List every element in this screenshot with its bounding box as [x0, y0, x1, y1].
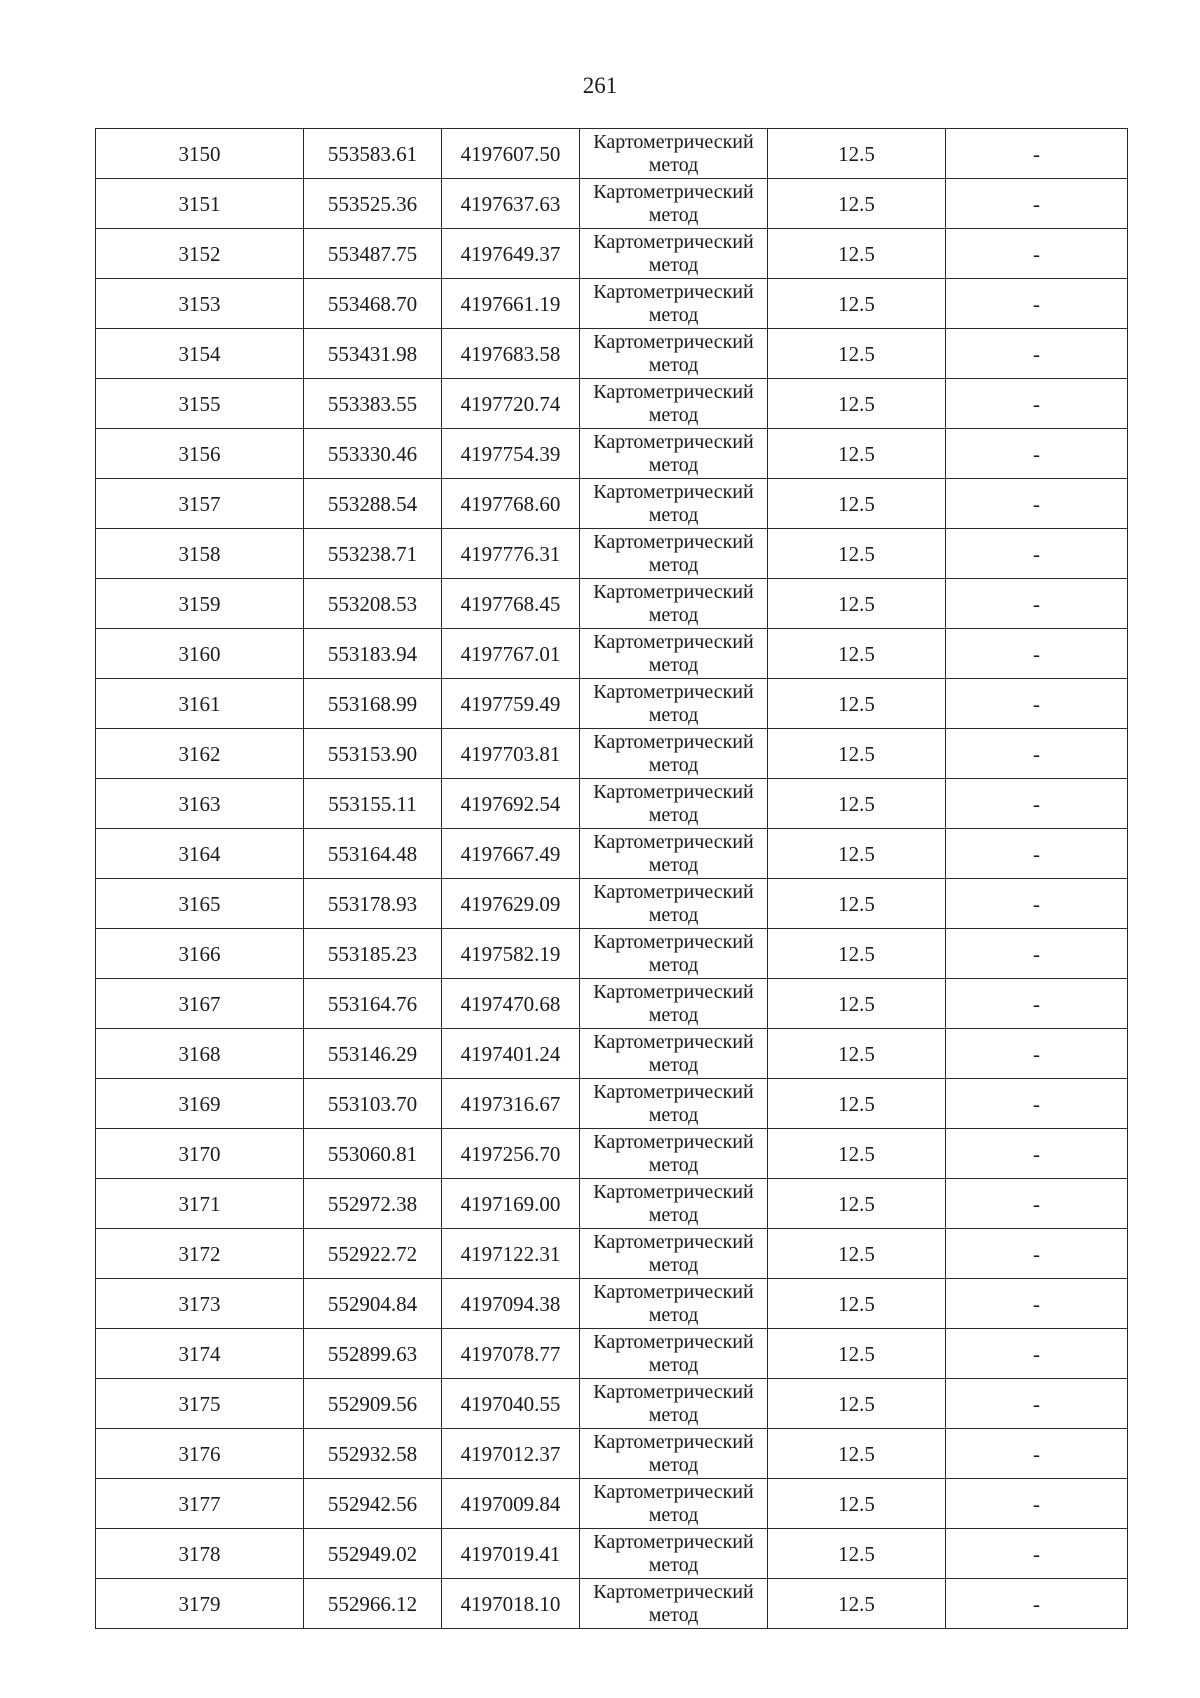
- point-number-cell: 3153: [96, 279, 304, 329]
- method-line-2: метод: [648, 603, 699, 626]
- method-line-2: метод: [648, 553, 699, 576]
- x-coordinate-cell: 552949.02: [304, 1529, 442, 1579]
- note-cell: -: [946, 179, 1128, 229]
- y-coordinate-cell: 4197470.68: [442, 979, 580, 1029]
- method-cell: [580, 1129, 768, 1179]
- accuracy-cell: 12.5: [768, 1279, 946, 1329]
- method-cell: [580, 929, 768, 979]
- point-number-cell: 3179: [96, 1579, 304, 1629]
- accuracy-cell: 12.5: [768, 1379, 946, 1429]
- y-coordinate-cell: 4197012.37: [442, 1429, 580, 1479]
- method-cell: [580, 479, 768, 529]
- method-cell: [580, 279, 768, 329]
- x-coordinate-cell: 553525.36: [304, 179, 442, 229]
- method-cell: [580, 1179, 768, 1229]
- method-line-1: Картометрический: [593, 280, 754, 303]
- method-cell: [580, 729, 768, 779]
- method-line-2: метод: [648, 153, 699, 176]
- note-cell: -: [946, 929, 1128, 979]
- accuracy-cell: 12.5: [768, 679, 946, 729]
- point-number-cell: 3157: [96, 479, 304, 529]
- method-cell: [580, 129, 768, 179]
- method-line-2: метод: [648, 1503, 699, 1526]
- method-cell: [580, 1429, 768, 1479]
- note-cell: -: [946, 679, 1128, 729]
- y-coordinate-cell: 4197720.74: [442, 379, 580, 429]
- x-coordinate-cell: 553168.99: [304, 679, 442, 729]
- method-line-1: Картометрический: [593, 1430, 754, 1453]
- method-line-2: метод: [648, 1053, 699, 1076]
- table-row: [96, 1229, 1128, 1279]
- point-number-cell: 3161: [96, 679, 304, 729]
- note-cell: -: [946, 779, 1128, 829]
- y-coordinate-cell: 4197768.45: [442, 579, 580, 629]
- accuracy-cell: 12.5: [768, 529, 946, 579]
- y-coordinate-cell: 4197078.77: [442, 1329, 580, 1379]
- note-cell: -: [946, 1279, 1128, 1329]
- point-number-cell: 3177: [96, 1479, 304, 1529]
- y-coordinate-cell: 4197649.37: [442, 229, 580, 279]
- note-cell: -: [946, 1579, 1128, 1629]
- y-coordinate-cell: 4197683.58: [442, 329, 580, 379]
- x-coordinate-cell: 553155.11: [304, 779, 442, 829]
- point-number-cell: 3164: [96, 829, 304, 879]
- accuracy-cell: 12.5: [768, 879, 946, 929]
- method-line-2: метод: [648, 853, 699, 876]
- method-line-2: метод: [648, 1203, 699, 1226]
- accuracy-cell: 12.5: [768, 929, 946, 979]
- method-line-2: метод: [648, 1303, 699, 1326]
- point-number-cell: 3154: [96, 329, 304, 379]
- x-coordinate-cell: 552904.84: [304, 1279, 442, 1329]
- method-line-2: метод: [648, 1353, 699, 1376]
- note-cell: -: [946, 829, 1128, 879]
- method-line-1: Картометрический: [593, 730, 754, 753]
- method-line-1: Картометрический: [593, 1530, 754, 1553]
- method-line-1: Картометрический: [593, 1230, 754, 1253]
- method-cell: [580, 1079, 768, 1129]
- method-line-1: Картометрический: [593, 830, 754, 853]
- table-row: [96, 679, 1128, 729]
- method-line-1: Картометрический: [593, 680, 754, 703]
- method-line-1: Картометрический: [593, 780, 754, 803]
- accuracy-cell: 12.5: [768, 1479, 946, 1529]
- method-line-1: Картометрический: [593, 480, 754, 503]
- method-line-1: Картометрический: [593, 880, 754, 903]
- method-cell: [580, 1029, 768, 1079]
- accuracy-cell: 12.5: [768, 479, 946, 529]
- accuracy-cell: 12.5: [768, 1079, 946, 1129]
- method-line-2: метод: [648, 1003, 699, 1026]
- accuracy-cell: 12.5: [768, 429, 946, 479]
- coordinates-table-body: [96, 129, 1128, 1629]
- method-cell: [580, 1279, 768, 1329]
- table-row: [96, 1079, 1128, 1129]
- y-coordinate-cell: 4197661.19: [442, 279, 580, 329]
- note-cell: -: [946, 1079, 1128, 1129]
- method-line-2: метод: [648, 903, 699, 926]
- accuracy-cell: 12.5: [768, 179, 946, 229]
- point-number-cell: 3169: [96, 1079, 304, 1129]
- x-coordinate-cell: 553183.94: [304, 629, 442, 679]
- y-coordinate-cell: 4197692.54: [442, 779, 580, 829]
- table-row: [96, 1329, 1128, 1379]
- y-coordinate-cell: 4197776.31: [442, 529, 580, 579]
- table-row: [96, 1179, 1128, 1229]
- x-coordinate-cell: 553185.23: [304, 929, 442, 979]
- point-number-cell: 3158: [96, 529, 304, 579]
- method-cell: [580, 679, 768, 729]
- note-cell: -: [946, 529, 1128, 579]
- page-number: 261: [582, 73, 618, 98]
- method-cell: [580, 879, 768, 929]
- x-coordinate-cell: 552922.72: [304, 1229, 442, 1279]
- table-row: [96, 579, 1128, 629]
- table-row: [96, 429, 1128, 479]
- table-row: [96, 1029, 1128, 1079]
- x-coordinate-cell: 552942.56: [304, 1479, 442, 1529]
- method-cell: [580, 1529, 768, 1579]
- note-cell: -: [946, 379, 1128, 429]
- y-coordinate-cell: 4197703.81: [442, 729, 580, 779]
- accuracy-cell: 12.5: [768, 729, 946, 779]
- method-line-2: метод: [648, 1453, 699, 1476]
- note-cell: -: [946, 129, 1128, 179]
- note-cell: -: [946, 729, 1128, 779]
- accuracy-cell: 12.5: [768, 329, 946, 379]
- y-coordinate-cell: 4197667.49: [442, 829, 580, 879]
- point-number-cell: 3159: [96, 579, 304, 629]
- method-line-2: метод: [648, 1153, 699, 1176]
- y-coordinate-cell: 4197018.10: [442, 1579, 580, 1629]
- table-row: [96, 129, 1128, 179]
- table-row: [96, 979, 1128, 1029]
- method-line-2: метод: [648, 203, 699, 226]
- table-row: [96, 529, 1128, 579]
- point-number-cell: 3174: [96, 1329, 304, 1379]
- method-line-2: метод: [648, 303, 699, 326]
- accuracy-cell: 12.5: [768, 129, 946, 179]
- point-number-cell: 3150: [96, 129, 304, 179]
- y-coordinate-cell: 4197767.01: [442, 629, 580, 679]
- method-cell: [580, 1379, 768, 1429]
- x-coordinate-cell: 553288.54: [304, 479, 442, 529]
- y-coordinate-cell: 4197582.19: [442, 929, 580, 979]
- method-line-2: метод: [648, 753, 699, 776]
- point-number-cell: 3162: [96, 729, 304, 779]
- accuracy-cell: 12.5: [768, 279, 946, 329]
- accuracy-cell: 12.5: [768, 629, 946, 679]
- x-coordinate-cell: 552899.63: [304, 1329, 442, 1379]
- x-coordinate-cell: 553178.93: [304, 879, 442, 929]
- table-row: [96, 729, 1128, 779]
- x-coordinate-cell: 553487.75: [304, 229, 442, 279]
- table-row: [96, 379, 1128, 429]
- y-coordinate-cell: 4197637.63: [442, 179, 580, 229]
- method-line-1: Картометрический: [593, 1080, 754, 1103]
- y-coordinate-cell: 4197759.49: [442, 679, 580, 729]
- accuracy-cell: 12.5: [768, 1129, 946, 1179]
- accuracy-cell: 12.5: [768, 379, 946, 429]
- point-number-cell: 3165: [96, 879, 304, 929]
- y-coordinate-cell: 4197009.84: [442, 1479, 580, 1529]
- x-coordinate-cell: 553330.46: [304, 429, 442, 479]
- x-coordinate-cell: 553208.53: [304, 579, 442, 629]
- method-line-1: Картометрический: [593, 1380, 754, 1403]
- method-line-1: Картометрический: [593, 980, 754, 1003]
- method-line-2: метод: [648, 653, 699, 676]
- x-coordinate-cell: 553060.81: [304, 1129, 442, 1179]
- method-line-1: Картометрический: [593, 1480, 754, 1503]
- method-line-1: Картометрический: [593, 1180, 754, 1203]
- point-number-cell: 3160: [96, 629, 304, 679]
- y-coordinate-cell: 4197401.24: [442, 1029, 580, 1079]
- note-cell: -: [946, 1129, 1128, 1179]
- x-coordinate-cell: 552966.12: [304, 1579, 442, 1629]
- note-cell: -: [946, 1429, 1128, 1479]
- method-cell: [580, 629, 768, 679]
- x-coordinate-cell: 552972.38: [304, 1179, 442, 1229]
- note-cell: -: [946, 979, 1128, 1029]
- method-line-2: метод: [648, 1553, 699, 1576]
- x-coordinate-cell: 553238.71: [304, 529, 442, 579]
- table-row: [96, 929, 1128, 979]
- method-line-1: Картометрический: [593, 630, 754, 653]
- accuracy-cell: 12.5: [768, 979, 946, 1029]
- point-number-cell: 3166: [96, 929, 304, 979]
- x-coordinate-cell: 553431.98: [304, 329, 442, 379]
- x-coordinate-cell: 553583.61: [304, 129, 442, 179]
- method-cell: [580, 529, 768, 579]
- point-number-cell: 3163: [96, 779, 304, 829]
- y-coordinate-cell: 4197629.09: [442, 879, 580, 929]
- method-cell: [580, 179, 768, 229]
- method-cell: [580, 829, 768, 879]
- table-row: [96, 1279, 1128, 1329]
- point-number-cell: 3172: [96, 1229, 304, 1279]
- y-coordinate-cell: 4197768.60: [442, 479, 580, 529]
- method-line-2: метод: [648, 803, 699, 826]
- accuracy-cell: 12.5: [768, 579, 946, 629]
- accuracy-cell: 12.5: [768, 1229, 946, 1279]
- y-coordinate-cell: 4197019.41: [442, 1529, 580, 1579]
- method-line-2: метод: [648, 1103, 699, 1126]
- method-line-1: Картометрический: [593, 1330, 754, 1353]
- method-line-1: Картометрический: [593, 430, 754, 453]
- note-cell: -: [946, 1029, 1128, 1079]
- y-coordinate-cell: 4197169.00: [442, 1179, 580, 1229]
- method-line-1: Картометрический: [593, 380, 754, 403]
- method-line-1: Картометрический: [593, 1580, 754, 1603]
- point-number-cell: 3170: [96, 1129, 304, 1179]
- accuracy-cell: 12.5: [768, 1179, 946, 1229]
- method-line-1: Картометрический: [593, 1280, 754, 1303]
- table-row: [96, 1479, 1128, 1529]
- x-coordinate-cell: 552932.58: [304, 1429, 442, 1479]
- note-cell: -: [946, 1479, 1128, 1529]
- table-row: [96, 329, 1128, 379]
- x-coordinate-cell: 553164.76: [304, 979, 442, 1029]
- table-row: [96, 229, 1128, 279]
- method-cell: [580, 1579, 768, 1629]
- method-line-1: Картометрический: [593, 930, 754, 953]
- note-cell: -: [946, 629, 1128, 679]
- table-row: [96, 279, 1128, 329]
- point-number-cell: 3152: [96, 229, 304, 279]
- accuracy-cell: 12.5: [768, 1529, 946, 1579]
- x-coordinate-cell: 553153.90: [304, 729, 442, 779]
- method-line-2: метод: [648, 703, 699, 726]
- method-cell: [580, 1479, 768, 1529]
- coordinates-table: [95, 128, 1128, 1629]
- x-coordinate-cell: 552909.56: [304, 1379, 442, 1429]
- point-number-cell: 3167: [96, 979, 304, 1029]
- method-cell: [580, 779, 768, 829]
- y-coordinate-cell: 4197040.55: [442, 1379, 580, 1429]
- method-line-2: метод: [648, 1603, 699, 1626]
- point-number-cell: 3151: [96, 179, 304, 229]
- note-cell: -: [946, 229, 1128, 279]
- method-line-1: Картометрический: [593, 580, 754, 603]
- y-coordinate-cell: 4197754.39: [442, 429, 580, 479]
- y-coordinate-cell: 4197122.31: [442, 1229, 580, 1279]
- table-row: [96, 1529, 1128, 1579]
- accuracy-cell: 12.5: [768, 229, 946, 279]
- accuracy-cell: 12.5: [768, 829, 946, 879]
- table-row: [96, 179, 1128, 229]
- y-coordinate-cell: 4197316.67: [442, 1079, 580, 1129]
- note-cell: -: [946, 1179, 1128, 1229]
- method-line-1: Картометрический: [593, 180, 754, 203]
- table-row: [96, 1379, 1128, 1429]
- accuracy-cell: 12.5: [768, 1329, 946, 1379]
- point-number-cell: 3173: [96, 1279, 304, 1329]
- method-line-1: Картометрический: [593, 1130, 754, 1153]
- method-cell: [580, 229, 768, 279]
- x-coordinate-cell: 553468.70: [304, 279, 442, 329]
- method-line-1: Картометрический: [593, 330, 754, 353]
- note-cell: -: [946, 579, 1128, 629]
- point-number-cell: 3178: [96, 1529, 304, 1579]
- method-cell: [580, 579, 768, 629]
- table-row: [96, 1429, 1128, 1479]
- note-cell: -: [946, 479, 1128, 529]
- y-coordinate-cell: 4197607.50: [442, 129, 580, 179]
- note-cell: -: [946, 1379, 1128, 1429]
- point-number-cell: 3168: [96, 1029, 304, 1079]
- method-cell: [580, 1229, 768, 1279]
- method-cell: [580, 979, 768, 1029]
- y-coordinate-cell: 4197094.38: [442, 1279, 580, 1329]
- method-line-2: метод: [648, 953, 699, 976]
- point-number-cell: 3156: [96, 429, 304, 479]
- method-line-1: Картометрический: [593, 130, 754, 153]
- method-cell: [580, 379, 768, 429]
- table-row: [96, 629, 1128, 679]
- y-coordinate-cell: 4197256.70: [442, 1129, 580, 1179]
- note-cell: -: [946, 329, 1128, 379]
- table-row: [96, 479, 1128, 529]
- x-coordinate-cell: 553383.55: [304, 379, 442, 429]
- note-cell: -: [946, 1329, 1128, 1379]
- point-number-cell: 3155: [96, 379, 304, 429]
- table-row: [96, 829, 1128, 879]
- x-coordinate-cell: 553164.48: [304, 829, 442, 879]
- method-cell: [580, 329, 768, 379]
- method-cell: [580, 1329, 768, 1379]
- note-cell: -: [946, 429, 1128, 479]
- note-cell: -: [946, 279, 1128, 329]
- method-line-2: метод: [648, 403, 699, 426]
- table-row: [96, 779, 1128, 829]
- method-line-2: метод: [648, 1403, 699, 1426]
- table-row: [96, 1129, 1128, 1179]
- accuracy-cell: 12.5: [768, 779, 946, 829]
- method-line-2: метод: [648, 253, 699, 276]
- x-coordinate-cell: 553103.70: [304, 1079, 442, 1129]
- method-line-2: метод: [648, 353, 699, 376]
- method-line-1: Картометрический: [593, 230, 754, 253]
- accuracy-cell: 12.5: [768, 1579, 946, 1629]
- accuracy-cell: 12.5: [768, 1029, 946, 1079]
- point-number-cell: 3176: [96, 1429, 304, 1479]
- table-row: [96, 879, 1128, 929]
- method-cell: [580, 429, 768, 479]
- method-line-1: Картометрический: [593, 530, 754, 553]
- method-line-2: метод: [648, 503, 699, 526]
- accuracy-cell: 12.5: [768, 1429, 946, 1479]
- point-number-cell: 3171: [96, 1179, 304, 1229]
- method-line-2: метод: [648, 453, 699, 476]
- note-cell: -: [946, 879, 1128, 929]
- table-row: [96, 1579, 1128, 1629]
- note-cell: -: [946, 1229, 1128, 1279]
- method-line-1: Картометрический: [593, 1030, 754, 1053]
- point-number-cell: 3175: [96, 1379, 304, 1429]
- method-line-2: метод: [648, 1253, 699, 1276]
- x-coordinate-cell: 553146.29: [304, 1029, 442, 1079]
- note-cell: -: [946, 1529, 1128, 1579]
